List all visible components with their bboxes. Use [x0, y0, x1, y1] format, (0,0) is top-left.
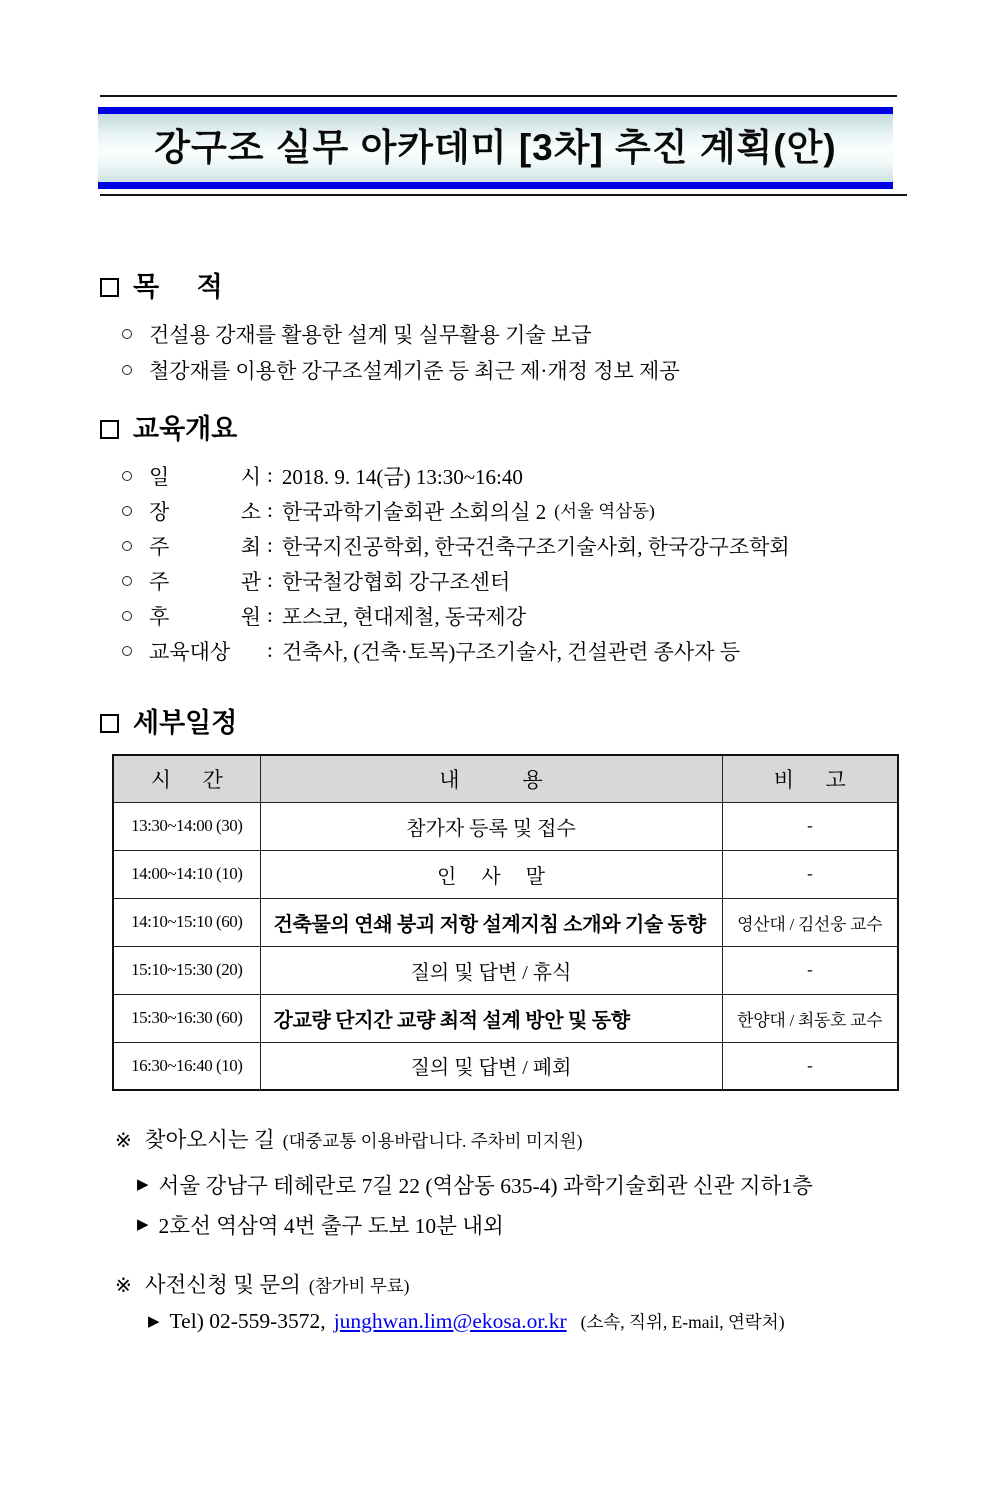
arrow-bullet-icon: ▶ — [137, 1176, 149, 1193]
purpose-item-text: 건설용 강재를 활용한 설계 및 실무활용 기술 보급 — [149, 323, 592, 347]
purpose-heading — [0, 272, 992, 302]
label-colon: : — [267, 498, 273, 522]
contact-line — [0, 1301, 992, 1341]
schedule-time-cell: 15:30~16:30 (60) — [113, 994, 260, 1042]
schedule-note-cell: - — [722, 1042, 898, 1090]
purpose-item-text: 철강재를 이용한 강구조설계기준 등 최근 제·개정 정보 제공 — [149, 359, 680, 383]
directions-heading-label: 찾아오시는 길 — [144, 1128, 275, 1152]
purpose-list — [0, 316, 992, 388]
list-item — [0, 493, 992, 528]
schedule-content-cell: 참가자 등록 및 접수 — [260, 802, 722, 850]
list-item — [0, 1164, 992, 1204]
document-page — [0, 95, 992, 1498]
column-header-note: 비 고 — [722, 755, 898, 802]
circle-bullet-icon — [122, 506, 132, 516]
list-item — [0, 316, 992, 352]
list-item — [0, 598, 992, 633]
overview-item-value: 한국철강협회 강구조센터 — [281, 569, 511, 594]
schedule-note-cell: - — [722, 802, 898, 850]
banner-bottom-rule — [100, 194, 907, 196]
overview-item-label: 교육대상 — [149, 639, 231, 664]
directions-heading — [0, 1125, 992, 1156]
list-item — [0, 1204, 992, 1244]
overview-item-value: 한국지진공학회, 한국건축구조기술사회, 한국강구조학회 — [281, 534, 790, 559]
list-item — [0, 563, 992, 598]
schedule-content-cell: 인 사 말 — [260, 850, 722, 898]
reference-mark-icon: ※ — [115, 1130, 132, 1152]
table-row — [113, 994, 898, 1042]
square-marker-icon — [100, 714, 119, 733]
schedule-content-cell: 질의 및 답변 / 폐회 — [260, 1042, 722, 1090]
overview-item-value: 한국과학기술회관 소회의실 2 — [281, 499, 547, 524]
arrow-bullet-icon: ▶ — [137, 1216, 149, 1233]
schedule-note-cell: 한양대 / 최동호 교수 — [722, 994, 898, 1042]
schedule-time-cell: 15:10~15:30 (20) — [113, 946, 260, 994]
registration-heading-label: 사전신청 및 문의 — [144, 1273, 301, 1297]
overview-item-value: 건축사, (건축·토목)구조기술사, 건설관련 종사자 등 — [281, 639, 741, 664]
purpose-heading-label: 목 적 — [133, 272, 223, 302]
table-row — [113, 1042, 898, 1090]
list-item — [0, 352, 992, 388]
circle-bullet-icon — [122, 611, 132, 621]
circle-bullet-icon — [122, 541, 132, 551]
schedule-content-cell: 질의 및 답변 / 휴식 — [260, 946, 722, 994]
schedule-time-cell: 14:00~14:10 (10) — [113, 850, 260, 898]
circle-bullet-icon — [122, 329, 132, 339]
table-header-row — [113, 755, 898, 802]
directions-item-text: 서울 강남구 테헤란로 7길 22 (역삼동 635-4) 과학기술회관 신관 지하1층 — [158, 1173, 813, 1198]
directions-list — [0, 1164, 992, 1244]
registration-heading — [0, 1270, 992, 1301]
reference-mark-icon: ※ — [115, 1275, 132, 1297]
list-item — [0, 633, 992, 668]
title-banner — [98, 107, 893, 189]
circle-bullet-icon — [122, 646, 132, 656]
circle-bullet-icon — [122, 576, 132, 586]
schedule-content-cell: 강교량 단지간 교량 최적 설계 방안 및 동향 — [260, 994, 722, 1042]
label-colon: : — [267, 533, 273, 557]
square-marker-icon — [100, 278, 119, 297]
schedule-note-cell: - — [722, 946, 898, 994]
column-header-content: 내 용 — [260, 755, 722, 802]
arrow-bullet-icon: ▶ — [148, 1313, 160, 1330]
registration-heading-note: (참가비 무료) — [308, 1276, 410, 1296]
overview-item-label: 후 원 — [149, 604, 261, 629]
table-row — [113, 802, 898, 850]
list-item — [0, 458, 992, 493]
schedule-heading — [0, 708, 992, 738]
schedule-note-cell: 영산대 / 김선웅 교수 — [722, 898, 898, 946]
overview-item-label: 일 시 — [149, 464, 261, 489]
label-colon: : — [267, 568, 273, 592]
page-title: 강구조 실무 아카데미 [3차] 추진 계획(안) — [154, 127, 837, 168]
contact-email-link[interactable]: junghwan.lim@ekosa.or.kr — [333, 1308, 567, 1333]
table-row — [113, 946, 898, 994]
overview-item-label: 장 소 — [149, 499, 261, 524]
contact-suffix: (소속, 직위, E-mail, 연락처) — [580, 1311, 785, 1332]
schedule-time-cell: 16:30~16:40 (10) — [113, 1042, 260, 1090]
directions-item-text: 2호선 역삼역 4번 출구 도보 10분 내외 — [158, 1213, 504, 1238]
overview-item-value: 2018. 9. 14(금) 13:30~16:40 — [281, 464, 523, 489]
overview-item-note: (서울 역삼동) — [554, 501, 655, 521]
schedule-content-cell: 건축물의 연쇄 붕괴 저항 설계지침 소개와 기술 동향 — [260, 898, 722, 946]
directions-heading-note: (대중교통 이용바랍니다. 주차비 미지원) — [282, 1131, 583, 1151]
banner-top-rule — [100, 95, 897, 97]
overview-heading — [0, 414, 992, 444]
schedule-note-cell: - — [722, 850, 898, 898]
circle-bullet-icon — [122, 365, 132, 375]
table-row — [113, 898, 898, 946]
overview-item-label: 주 최 — [149, 534, 261, 559]
overview-list — [0, 458, 992, 668]
overview-item-label: 주 관 — [149, 569, 261, 594]
square-marker-icon — [100, 420, 119, 439]
schedule-time-cell: 14:10~15:10 (60) — [113, 898, 260, 946]
table-row — [113, 850, 898, 898]
schedule-table — [112, 754, 899, 1091]
label-colon: : — [267, 603, 273, 627]
contact-tel: Tel) 02-559-3572, — [169, 1308, 326, 1333]
column-header-time: 시 간 — [113, 755, 260, 802]
schedule-time-cell: 13:30~14:00 (30) — [113, 802, 260, 850]
overview-heading-label: 교육개요 — [133, 414, 238, 444]
schedule-heading-label: 세부일정 — [133, 708, 238, 738]
label-colon: : — [267, 638, 273, 662]
overview-item-value: 포스코, 현대제철, 동국제강 — [281, 604, 526, 629]
list-item — [0, 528, 992, 563]
circle-bullet-icon — [122, 471, 132, 481]
label-colon: : — [267, 463, 273, 487]
